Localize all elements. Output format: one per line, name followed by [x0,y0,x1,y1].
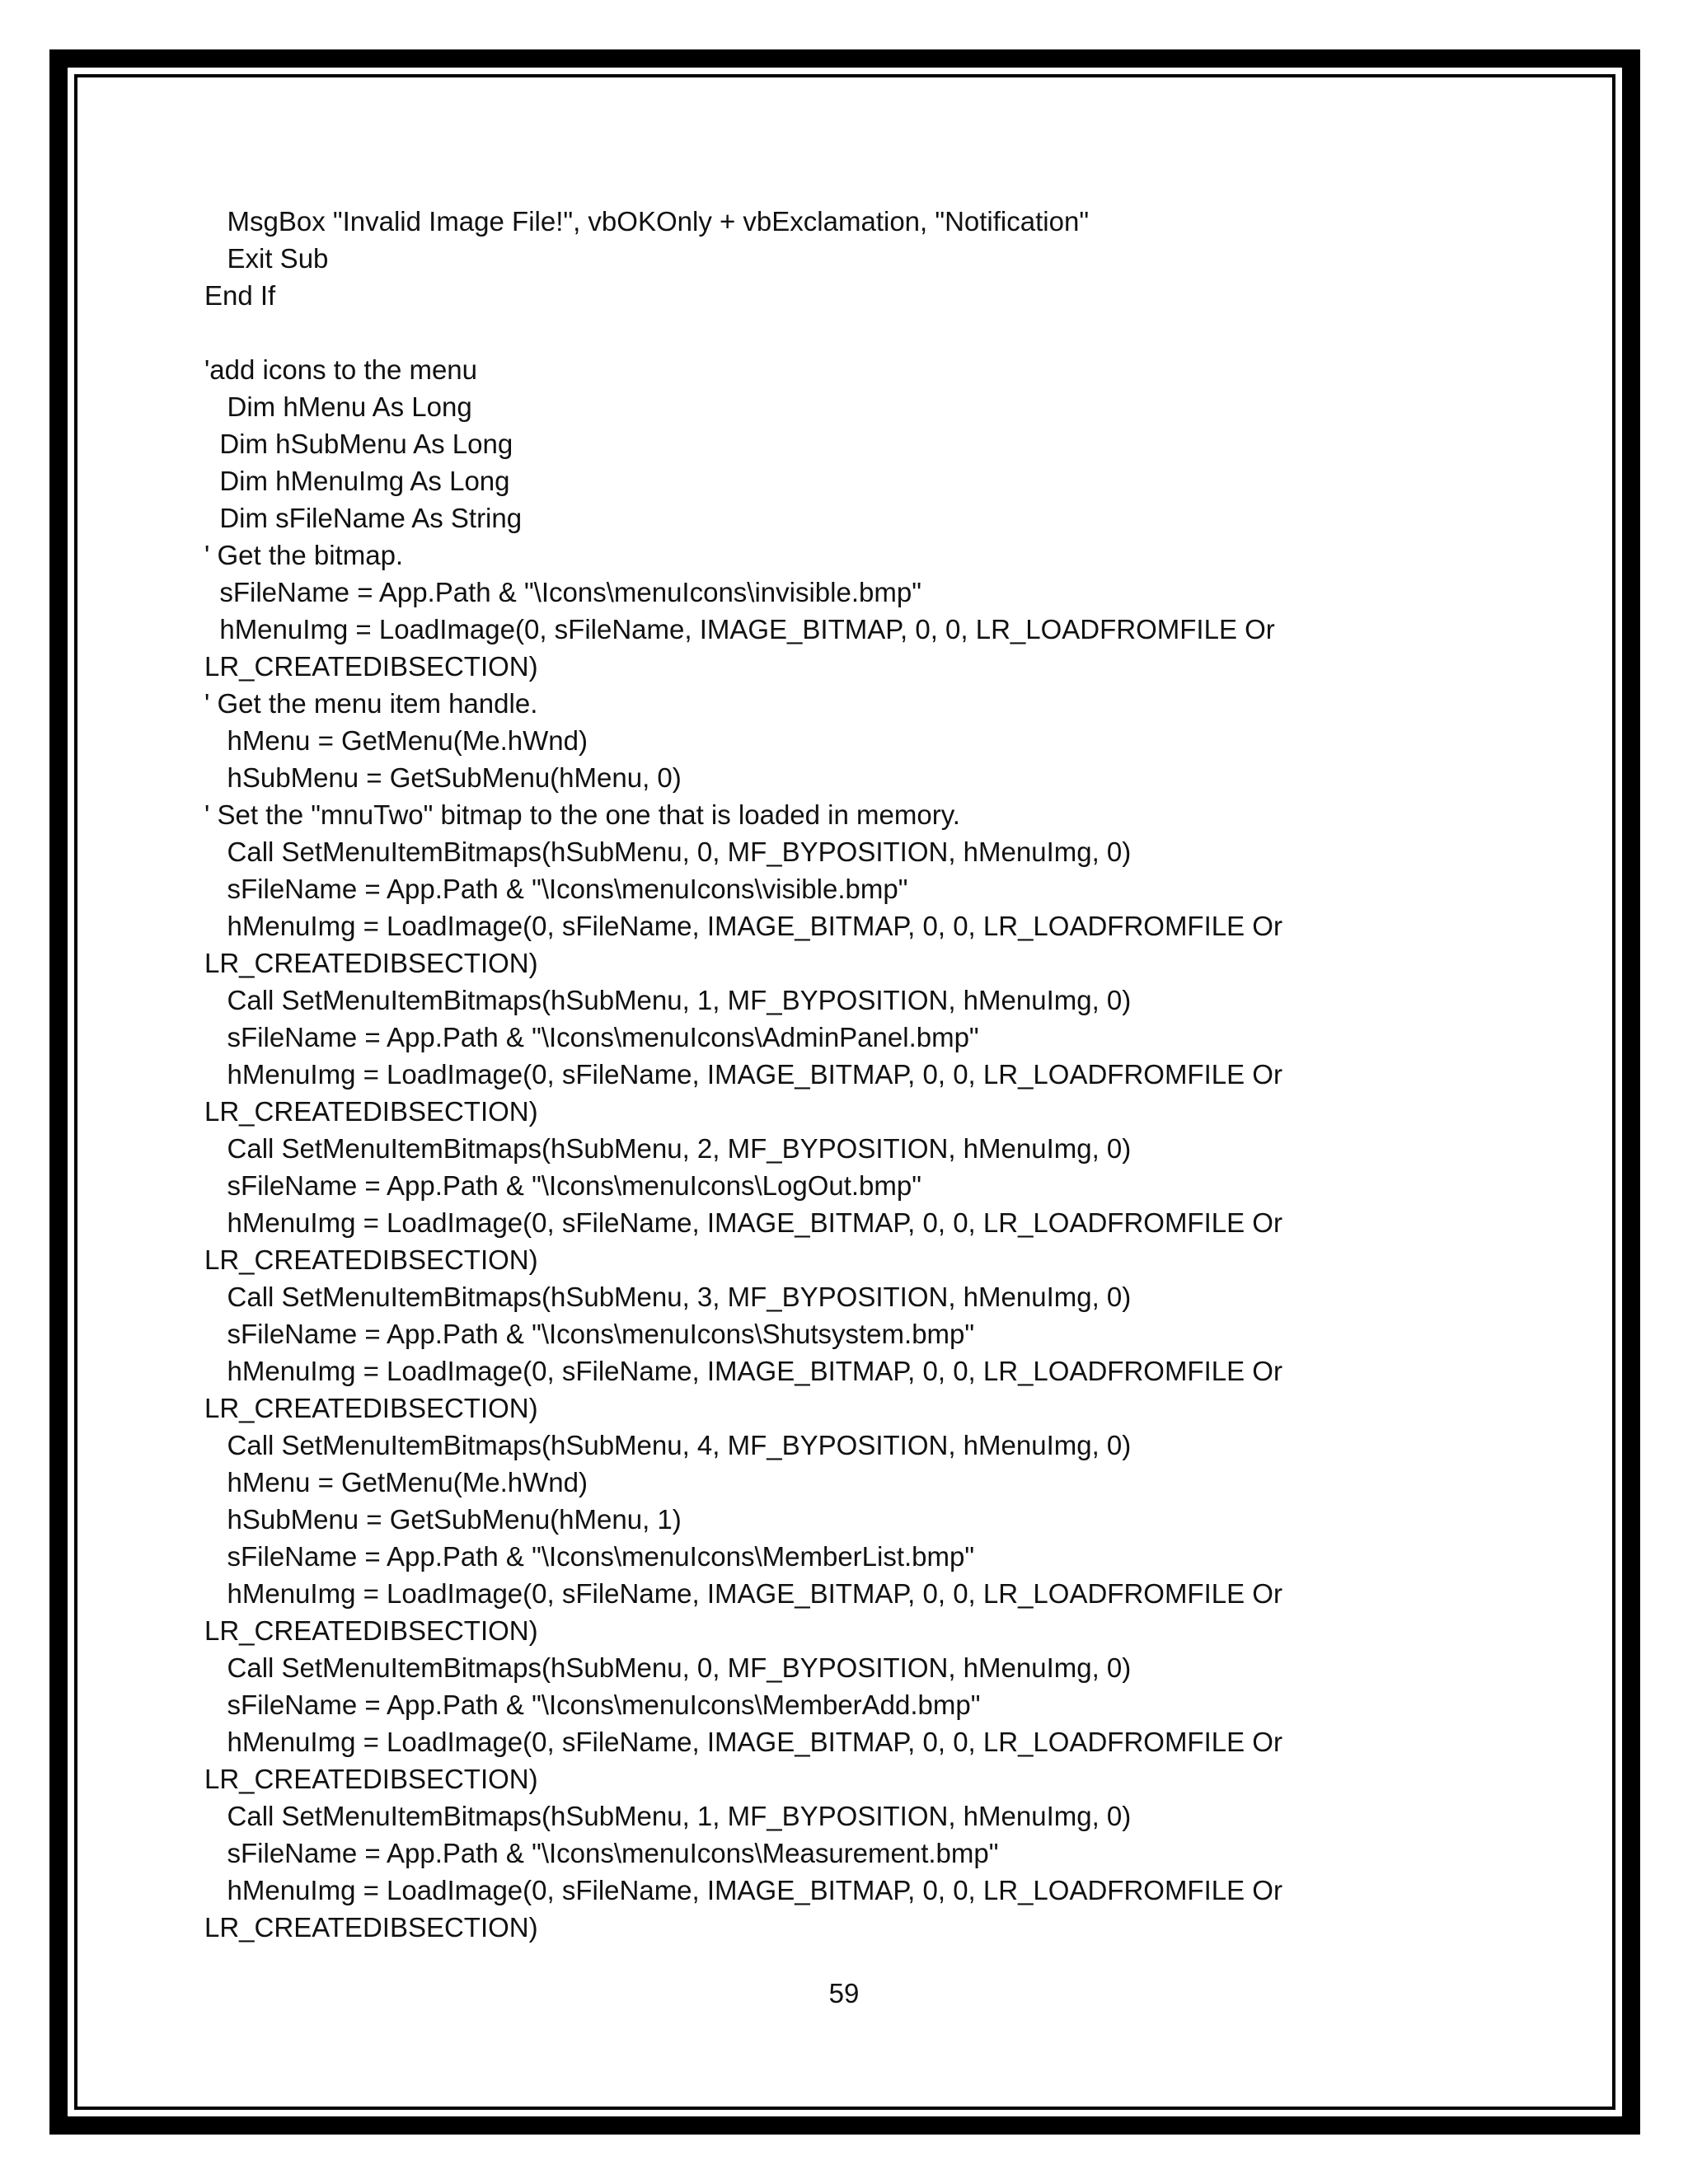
code-line: ' Set the "mnuTwo" bitmap to the one that is loaded in memory. [204,799,960,830]
code-line: hSubMenu = GetSubMenu(hMenu, 0) [204,762,682,793]
code-line: hMenuImg = LoadImage(0, sFileName, IMAGE_BITMAP, 0, 0, LR_LOADFROMFILE Or [204,1727,1282,1757]
code-line: sFileName = App.Path & "\Icons\menuIcons\Shutsystem.bmp" [204,1319,975,1349]
code-line: sFileName = App.Path & "\Icons\menuIcons\Measurement.bmp" [204,1838,999,1868]
code-line: hMenuImg = LoadImage(0, sFileName, IMAGE_BITMAP, 0, 0, LR_LOADFROMFILE Or [204,614,1275,644]
code-line: LR_CREATEDIBSECTION) [204,948,538,978]
code-line: hMenu = GetMenu(Me.hWnd) [204,725,588,756]
code-line: 'add icons to the menu [204,354,478,385]
code-line: Dim hSubMenu As Long [204,429,513,459]
code-line: End If [204,280,276,311]
code-line: LR_CREATEDIBSECTION) [204,1244,538,1275]
code-line: LR_CREATEDIBSECTION) [204,651,538,682]
code-line: Call SetMenuItemBitmaps(hSubMenu, 2, MF_BYPOSITION, hMenuImg, 0) [204,1133,1132,1164]
code-line: hMenuImg = LoadImage(0, sFileName, IMAGE_BITMAP, 0, 0, LR_LOADFROMFILE Or [204,1578,1282,1609]
code-line: Call SetMenuItemBitmaps(hSubMenu, 0, MF_BYPOSITION, hMenuImg, 0) [204,837,1132,867]
page-number: 59 [828,1978,860,2008]
code-line: hMenuImg = LoadImage(0, sFileName, IMAGE_BITMAP, 0, 0, LR_LOADFROMFILE Or [204,1207,1282,1238]
code-line: LR_CREATEDIBSECTION) [204,1393,538,1423]
code-line: Exit Sub [204,243,329,274]
code-line: Call SetMenuItemBitmaps(hSubMenu, 1, MF_BYPOSITION, hMenuImg, 0) [204,1801,1132,1831]
code-line: Dim hMenuImg As Long [204,466,510,496]
code-line: sFileName = App.Path & "\Icons\menuIcons\visible.bmp" [204,874,908,904]
code-line: ' Get the menu item handle. [204,688,538,719]
code-line: MsgBox "Invalid Image File!", vbOKOnly + vbExclamation, "Notification" [204,206,1090,237]
code-line: LR_CREATEDIBSECTION) [204,1615,538,1646]
code-line: Call SetMenuItemBitmaps(hSubMenu, 0, MF_BYPOSITION, hMenuImg, 0) [204,1652,1132,1683]
code-line: hMenu = GetMenu(Me.hWnd) [204,1467,588,1497]
code-line: Call SetMenuItemBitmaps(hSubMenu, 1, MF_BYPOSITION, hMenuImg, 0) [204,985,1132,1015]
code-line: hMenuImg = LoadImage(0, sFileName, IMAGE_BITMAP, 0, 0, LR_LOADFROMFILE Or [204,1356,1282,1386]
code-line: Dim hMenu As Long [204,391,472,422]
code-line: hSubMenu = GetSubMenu(hMenu, 1) [204,1504,682,1535]
code-line: LR_CREATEDIBSECTION) [204,1096,538,1127]
code-line [204,314,1523,351]
code-line: sFileName = App.Path & "\Icons\menuIcons\LogOut.bmp" [204,1170,921,1201]
code-listing [204,203,1523,1946]
code-line: hMenuImg = LoadImage(0, sFileName, IMAGE_BITMAP, 0, 0, LR_LOADFROMFILE Or [204,1875,1282,1905]
code-line: LR_CREATEDIBSECTION) [204,1764,538,1794]
code-line: sFileName = App.Path & "\Icons\menuIcons\AdminPanel.bmp" [204,1022,979,1052]
code-line: hMenuImg = LoadImage(0, sFileName, IMAGE_BITMAP, 0, 0, LR_LOADFROMFILE Or [204,911,1282,941]
code-line: Call SetMenuItemBitmaps(hSubMenu, 3, MF_BYPOSITION, hMenuImg, 0) [204,1282,1132,1312]
code-line: LR_CREATEDIBSECTION) [204,1912,538,1943]
code-line: hMenuImg = LoadImage(0, sFileName, IMAGE_BITMAP, 0, 0, LR_LOADFROMFILE Or [204,1059,1282,1090]
code-line: sFileName = App.Path & "\Icons\menuIcons\MemberList.bmp" [204,1541,975,1572]
code-line: Dim sFileName As String [204,503,523,533]
code-line: sFileName = App.Path & "\Icons\menuIcons\MemberAdd.bmp" [204,1690,981,1720]
code-line: sFileName = App.Path & "\Icons\menuIcons\invisible.bmp" [204,577,921,607]
code-line: Call SetMenuItemBitmaps(hSubMenu, 4, MF_BYPOSITION, hMenuImg, 0) [204,1430,1132,1460]
code-line: ' Get the bitmap. [204,540,404,570]
